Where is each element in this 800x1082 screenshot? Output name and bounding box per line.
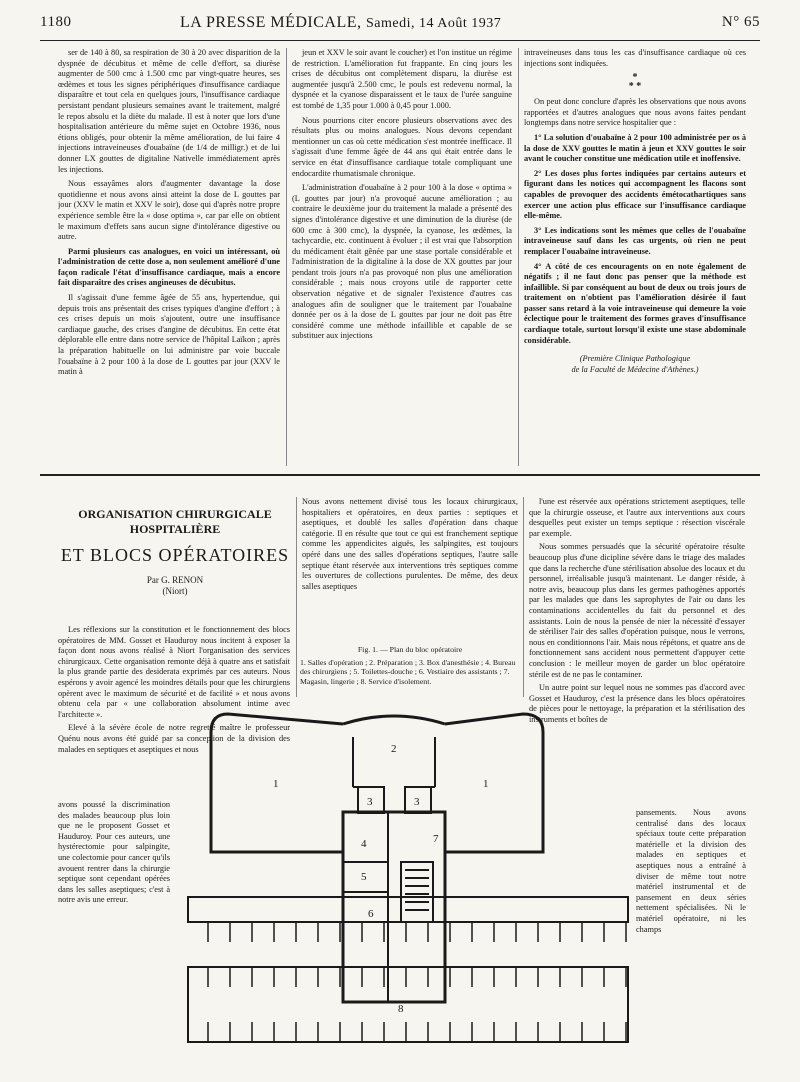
- top-col2-paragraph: jeun et XXV le soir avant le coucher) et l'on institue un régime de restriction. L'amélioration fut frappante. En cinq jours les crises de décubitus ont complètement disparu, la diurèse est augmentée jusqu'à 2.500 cmc, le pouls est redevenu normal, la dyspnée et la cyanose disparaissent et le taux de l'urée sanguine est tombé de 1,35 pour 1.000 à 0,45 pour 1.000.: [292, 48, 512, 110]
- article-column-1-narrow: [58, 800, 170, 1070]
- article-title: ET BLOCS OPÉRATOIRES: [60, 545, 290, 565]
- page-number: 1180: [40, 14, 72, 30]
- article-kicker: [55, 507, 295, 537]
- column-divider: [296, 497, 297, 697]
- article-col3-paragraph: Un autre point sur lequel nous ne sommes pas d'accord avec Gosset et Hauduroy, c'est la présence dans les blocs opératoires de pièces pour le nettoyage, la préparation et la stérilisation des instruments et boîtes de: [529, 683, 745, 724]
- article-column-3-narrow-text: pansements. Nous avons centralisé dans des locaux spéciaux toute cette préparation matérielle et la division des malades en septiques et aseptiques nous a entraîné à diviser de même tout notre matériel instrumental et de pansement en deux séries nettement spécialisées. Ni le matériel opératoire, ni les champs: [636, 808, 746, 934]
- plan-label-6: 6: [368, 908, 374, 920]
- top-column-3: [524, 48, 746, 466]
- kicker-line-1: ORGANISATION CHIRURGICALE: [78, 507, 272, 521]
- issue-number: N° 65: [721, 14, 760, 30]
- top-col2-paragraph: Nous pourrions citer encore plusieurs observations avec des résultats plus ou moins analogues. Nous devons cependant mentionner un cas où cette médication s'est montrée inefficace. Il s'agissait d'une femme âgée de 44 ans qui était entrée dans le service en état d'insuffisance cardiaque totale compliquant une endocardite rhumatismale chronique.: [292, 115, 512, 178]
- signature-line-2: de la Faculté de Médecine d'Athènes.): [571, 364, 699, 374]
- article-column-3-narrow: [636, 808, 746, 1070]
- star-top: *: [632, 72, 638, 84]
- plan-label-3b: 3: [414, 796, 420, 808]
- author-name: Par G. RENON: [146, 575, 204, 585]
- figure-title: Fig. 1. — Plan du bloc opératoire: [357, 645, 463, 654]
- top-col1-paragraph: ser de 140 à 80, sa respiration de 30 à 20 avec disparition de la dyspnée de décubitus et même de celle d'effort, sa diurèse augmenter de 500 cmc à 1.500 cmc par vingt-quatre heures, ses œdèmes et tous les signes périphériques d'insuffisance cardiaque disparaître et tout cela en quelques jours, l'insuffisance cardiaque persistant pendant plusieurs semaines avant le traitement, malgré le repos absolu et la diète du malade. Il est à noter que lors d'une hospitalisation antérieure du même sujet en Octobre 1936, nous étions obligés, pour obtenir la même amélioration, de lui faire 4 injections intraveineuses d'ouabaïne (de 1/4 de milligr.) et de lui donner LX gouttes de digitaline Nativelle immédiatement après les injections.: [58, 48, 280, 174]
- section-rule: [40, 474, 760, 476]
- author-location: (Niort): [162, 586, 188, 596]
- top-col1-paragraph: Il s'agissait d'une femme âgée de 55 ans, hypertendue, qui depuis trois ans présentait des crises typiques d'angine d'effort ; à ces crises depuis un mois s'ajoutent, outre une insuffisance cardiaque gauche, des crises d'angine de décubitus. En cette état déplorable elle entre dans notre service de l'hôpital Laïkon ; après la préparation habituelle on lui administre par voie buccale l'ouabaïne à 2 pour 100 à la dose de L gouttes par jour (XXV le matin à: [58, 293, 280, 377]
- column-divider: [518, 48, 519, 466]
- plan-label-3a: 3: [367, 796, 373, 808]
- article-column-2: [302, 497, 518, 637]
- conclusion-paragraph: 1° La solution d'ouabaïne à 2 pour 100 administrée per os à la dose de XXV gouttes le matin à jeun et XXV gouttes le soir avant le coucher constitue une médication utile et inoffensive.: [524, 132, 746, 164]
- plan-label-1a: 1: [273, 778, 279, 790]
- journal-name: LA PRESSE MÉDICALE,: [180, 14, 362, 31]
- top-column-1: [58, 48, 280, 466]
- top-col2-paragraph: L'administration d'ouabaïne à 2 pour 100 à la dose « optima » (L gouttes par jour) n'a provoqué aucune amélioration ; au contraire le deuxième jour du traitement la malade a présenté des signes d'intolérance digestive et une diminution de la diurèse (de 600 cmc à 300 cmc), la dyspnée, la cyanose, les œdèmes, la tachycardie, etc. continuent à évoluer ; il est vrai que l'absorption du médicament était gênée par une stase portale considérable et l'administration de la digitaline à la dose de XX gouttes par jour pendant trois jours n'a pas provoqué non plus une amélioration considérable ; mais nous croyons utile de rapporter cette observation négative et de signaler l'existence d'autres cas analogues afin de souligner que le traitement par l'ouabaïne donnée per os à la dose de L gouttes par jour ne doit pas être considéré comme une méthode infaillible et capable de se substituer aux injections: [292, 183, 512, 341]
- lower-ward-row: [188, 967, 628, 1042]
- article-column-1-narrow-text: avons poussé la discrimination des malades beaucoup plus loin que ne le proposent Gosset et Hauduroy. Pour ces auteurs, une hystérectomie pour salpingite, une colectomie pour cancer qu'ils avouent rentrer dans la chirurgie septique sont cependant opérées dans les salles aseptiques; c'est à notre avis une erreur.: [58, 800, 170, 905]
- figure-caption: [300, 645, 520, 686]
- figure-legend: 1. Salles d'opération ; 2. Préparation ; 3. Box d'anesthésie ; 4. Bureau des chirurgiens ; 5. Toilettes-douche ; 6. Vestiaire des assistants ; 7. Magasin, lingerie ; 8. Service d'isolement.: [300, 657, 516, 686]
- top-col1-paragraph: Parmi plusieurs cas analogues, en voici un intéressant, où l'administration de cette dose a, non seulement amélioré d'une façon radicale l'état d'insuffisance cardiaque, mais a encore fait disparaître des crises angineuses de décubitus.: [58, 246, 280, 288]
- conclusion-paragraph: 4° A côté de ces encouragents on en note également de négatifs ; il ne faut donc pas penser que la méthode est infaillible. Si par conséquent au bout de deux ou trois jours de traitement on n'obtient pas l'amélioration désirée il faut passer sans retard à la voie intraveineuse qui demeure la voie éclectique pour le traitement des formes graves d'insuffisance cardiaque totale, surtout lorsqu'il existe une stase abdominale considérable.: [524, 261, 746, 345]
- plan-labels: [273, 743, 489, 1015]
- section-stars: [524, 73, 746, 91]
- header-rule: [40, 40, 760, 41]
- conclusion-intro: intraveineuses dans tous les cas d'insuffisance cardiaque où ces injections sont indiquées.: [524, 48, 746, 68]
- top-column-2: [292, 48, 512, 466]
- article-column-2-text: Nous avons nettement divisé tous les locaux chirurgicaux, hospitaliers et opératoires, en deux parties : septiques et aseptiques, et doublé les salles d'opération dans chaque catégorie. Il en résulte que tout ce qui est franchement septique comme les appendicites aiguës, les salpingites, est toujours opéré dans une des salles d'opérations septiques, l'autre salle septique étant réservée aux interventions très septiques comme les ouvertures de collections purulentes. De même, des deux salles aseptiques: [302, 497, 518, 591]
- plan-label-7: 7: [433, 833, 439, 845]
- conclusion-paragraph: 2° Les doses plus fortes indiquées par certains auteurs et figurant dans les notices qui accompagnent les flacons sont capables de provoquer des accidents émétocathartiques sans exercer une action plus efficace sur l'insuffisance cardiaque elle-même.: [524, 168, 746, 221]
- article-byline: [55, 575, 295, 597]
- article-col1-paragraph: Elevé à la sévère école de notre regretté maître le professeur Quénu nous avons été guidé par sa conception de la division des malades en septiques et aseptiques et nous: [58, 723, 290, 754]
- column-divider: [523, 497, 524, 697]
- issue-date: Samedi, 14 Août 1937: [366, 16, 502, 31]
- preparation-room-arc: [343, 716, 445, 724]
- kicker-line-2: HOSPITALIÈRE: [129, 522, 221, 536]
- article-col1-paragraph: Les réflexions sur la constitution et le fonctionnement des blocs opératoires de MM. Gosset et Hauduroy nous incitent à exposer la façon dont nous avons réalisé à Niort l'organisation des services chirurgicaux. Cette organisation remonte déjà à quatre ans et satisfait la plus grande partie des desiderata exprimés par ces auteurs. Nous espérons y avoir agencé les moindres détails pour que les chirurgiens opèrent avec le maximum de sécurité et de facilité » et nous avons obtenu cela par « une collaboration absolument intime avec l'architecte ».: [58, 625, 290, 719]
- right-operating-room-wall: [445, 714, 543, 852]
- conclusion-paragraphs: [524, 97, 746, 346]
- plan-label-5: 5: [361, 871, 367, 883]
- article-col3-paragraph: l'une est réservée aux opérations strictement aseptiques, telle que la chirurgie osseuse, et l'autre aux interventions aux cours desquelles peut exister un temps septique : résection viscérale par exemple.: [529, 497, 745, 538]
- star-bottom: * *: [628, 81, 642, 93]
- conclusion-paragraph: On peut donc conclure d'après les observations que nous avons rapportées et d'autres analogues que nous avons faites pendant longtemps dans notre service hospitalier que :: [524, 97, 746, 128]
- plan-label-4: 4: [361, 838, 367, 850]
- journal-title: [180, 14, 501, 32]
- operating-block-floor-plan: [183, 712, 633, 1062]
- article-col3-paragraph: Nous sommes persuadés que la sécurité opératoire résulte beaucoup plus d'une dicipline sévère dans le triage des malades que dans la recherche d'une stérilisation absolue des locaux et du personnel, irréalisable jusqu'à maintenant. Le danger réside, à notre avis, beaucoup plus dans les germes pathogènes apportés par les malades que dans les saprophytes de l'air ou dans les contaminations accidentelles du fait du personnel et des assistants. Loin de nous la pensée de nier la nécessité d'essayer de stériliser l'air des salles d'opération puisque, nous le verrons, nous en conditionnons l'air. Mais nous répétons, et quatre ans de fonctionnement sans accident nous permettent d'appuyer cette conclusion : le meilleur moyen de garder un bloc opératoire stérile est de ne pas le contaminer.: [529, 542, 745, 679]
- page-header: [40, 14, 760, 36]
- central-corridor-block: [343, 812, 445, 1002]
- signature-line-1: (Première Clinique Pathologique: [579, 354, 691, 364]
- top-col1-paragraph: Nous essayâmes alors d'augmenter davantage la dose quotidienne et nous avons ainsi atteint la dose de L gouttes par jour (XXV le matin et XXV le soir), dose qui d'après notre propre expérience semble être la « dose optima », car par elle on obtient le maximum d'effets sans aucun signe d'intolérance digestive ou autre.: [58, 179, 280, 242]
- conclusion-paragraph: 3° Les indications sont les mêmes que celles de l'ouabaïne intraveineuse sauf dans les cas urgents, où rien ne peut remplacer l'ouabaïne intraveineuse.: [524, 225, 746, 256]
- plan-label-1b: 1: [483, 778, 489, 790]
- plan-label-8: 8: [398, 1003, 404, 1015]
- column-divider: [286, 48, 287, 466]
- plan-label-2: 2: [391, 743, 397, 755]
